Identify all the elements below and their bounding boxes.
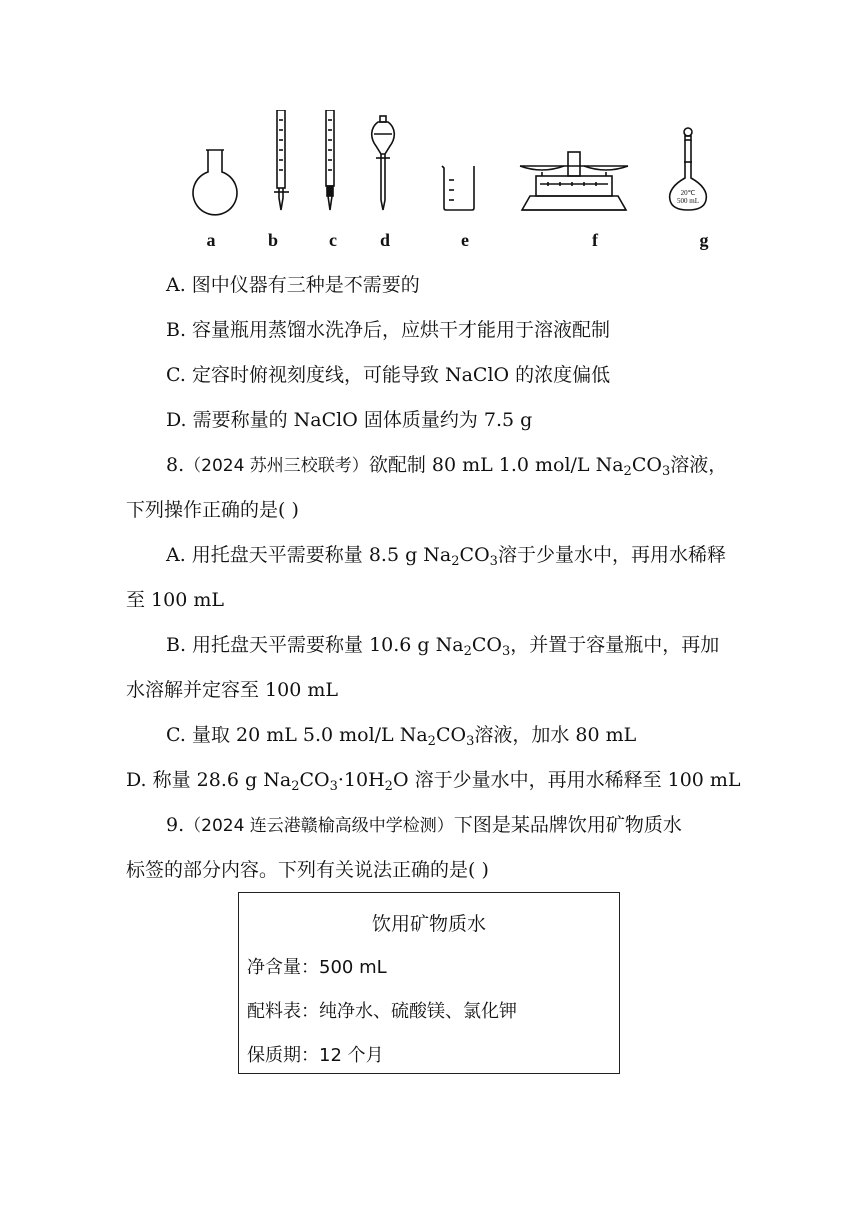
q8-number: 8. xyxy=(166,454,185,476)
instrument-figure xyxy=(180,110,740,270)
q9-number: 9. xyxy=(166,814,185,836)
label-f: f xyxy=(592,230,598,250)
label-g: g xyxy=(699,230,709,250)
label-net-content: 净含量：500 mL xyxy=(247,957,387,978)
label-a: a xyxy=(206,230,216,250)
label-ingredients: 配料表：纯净水、硫酸镁、氯化钾 xyxy=(247,1001,517,1022)
q8-option-c: C. 量取 20 mL 5.0 mol/L $Na_2CO_3$溶液，加水 80 mL xyxy=(166,724,637,749)
flask-temp-text: 20℃ xyxy=(680,189,696,197)
label-shelf-life: 保质期：12 个月 xyxy=(247,1045,384,1066)
label-e: e xyxy=(461,230,469,250)
balance-icon xyxy=(520,152,628,210)
label-title: 饮用矿物质水 xyxy=(371,913,486,935)
q8-option-d: D. 称量 28.6 g $Na_2CO_3\cdot 10H_2O$ 溶于少量水中，再用水稀释至 100 mL xyxy=(126,769,741,794)
q9-source: （2024 连云港赣榆高级中学检测） xyxy=(184,816,454,836)
flask-volume-text: 500 mL xyxy=(677,197,699,205)
round-bottom-flask-icon xyxy=(193,150,237,215)
base-burette-icon xyxy=(326,110,334,210)
q8-option-a: A. 用托盘天平需要称量 8.5 g $Na_2CO_3$溶于少量水中，再用水稀释 xyxy=(166,544,726,569)
q7-option-a: A. 图中仪器有三种是不需要的 xyxy=(166,274,420,296)
separatory-funnel-icon xyxy=(372,116,395,210)
acid-burette-icon xyxy=(274,110,289,210)
q9-stem-line-2: 标签的部分内容。下列有关说法正确的是( ) xyxy=(126,859,489,881)
label-d: d xyxy=(379,230,391,250)
q8-stem-line-2: 下列操作正确的是( ) xyxy=(126,499,299,521)
q7-option-c: C. 定容时俯视刻度线，可能导致 NaClO 的浓度偏低 xyxy=(166,364,611,386)
mineral-water-label xyxy=(238,892,620,1074)
q8-option-b-cont: 水溶解并定容至 100 mL xyxy=(126,679,338,701)
q8-option-b: B. 用托盘天平需要称量 10.6 g $Na_2CO_3$，并置于容量瓶中，再加 xyxy=(166,634,720,659)
beaker-icon xyxy=(442,166,474,210)
q7-option-b: B. 容量瓶用蒸馏水洗净后，应烘干才能用于溶液配制 xyxy=(166,319,611,341)
q8-source: （2024 苏州三校联考） xyxy=(184,456,369,476)
q7-option-d: D. 需要称量的 NaClO 固体质量约为 7.5 g xyxy=(166,409,533,431)
q8-stem-line-1: 8.（2024 苏州三校联考）欲配制 80 mL 1.0 mol/L $Na_2CO_3$溶液， xyxy=(166,454,728,479)
label-c: c xyxy=(329,230,337,250)
label-b: b xyxy=(267,230,279,250)
q9-stem-line-1: 9.（2024 连云港赣榆高级中学检测）下图是某品牌饮用矿物质水 xyxy=(166,814,682,836)
q8-option-a-cont: 至 100 mL xyxy=(126,589,224,611)
